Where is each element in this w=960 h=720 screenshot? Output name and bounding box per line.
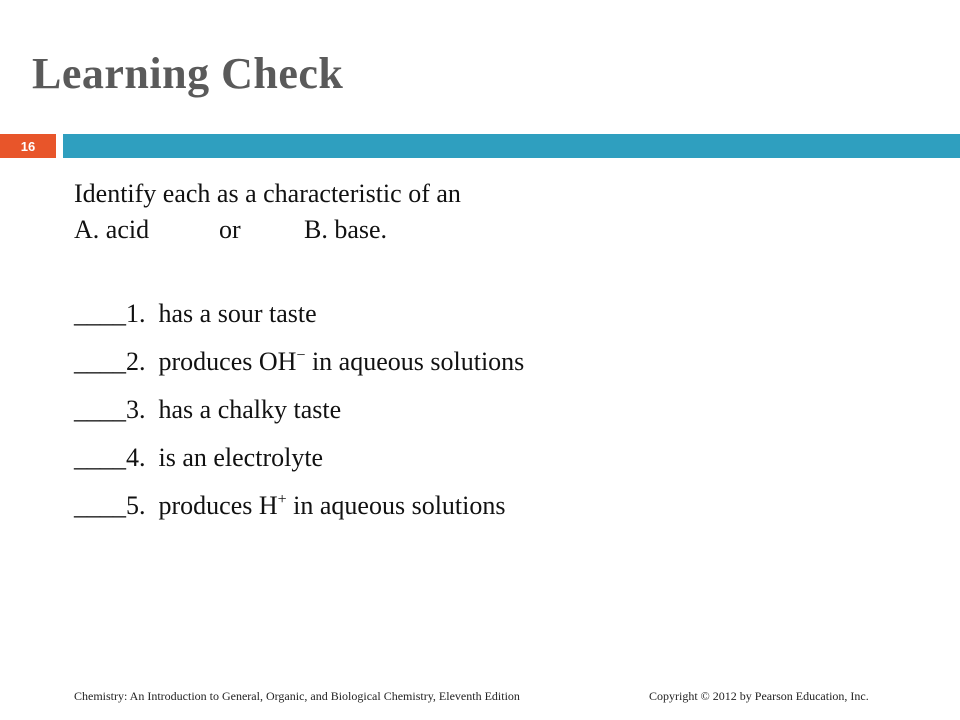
item-5-pre: ____5. produces H [74, 491, 278, 520]
item-2-superscript: − [296, 347, 306, 364]
options-line [74, 212, 524, 248]
slide-title: Learning Check [32, 49, 344, 98]
list-item-1: ____1. has a sour taste [74, 299, 317, 328]
item-5-post: in aqueous solutions [286, 491, 506, 520]
option-acid: A. acid [74, 215, 150, 244]
footer-book-title: Chemistry: An Introduction to General, Organic, and Biological Chemistry, Eleventh Edition [74, 689, 520, 703]
option-base: B. base. [304, 215, 388, 244]
slide-number: 16 [20, 138, 36, 154]
item-2-post: in aqueous solutions [305, 347, 525, 376]
slide-body [74, 176, 524, 530]
list-item-5 [74, 482, 524, 530]
item-2-pre: ____2. produces OH [74, 347, 297, 376]
slide-number-badge [0, 134, 56, 158]
accent-bar [63, 134, 960, 158]
list-item-3: ____3. has a chalky taste [74, 395, 342, 424]
list-item-4: ____4. is an electrolyte [74, 443, 324, 472]
footer-copyright: Copyright © 2012 by Pearson Education, Inc. [649, 689, 869, 703]
item-5-superscript: + [277, 491, 287, 508]
intro-line: Identify each as a characteristic of an [74, 179, 461, 208]
list-item-2 [74, 338, 524, 386]
option-or: or [219, 215, 241, 244]
spacer [74, 248, 524, 290]
